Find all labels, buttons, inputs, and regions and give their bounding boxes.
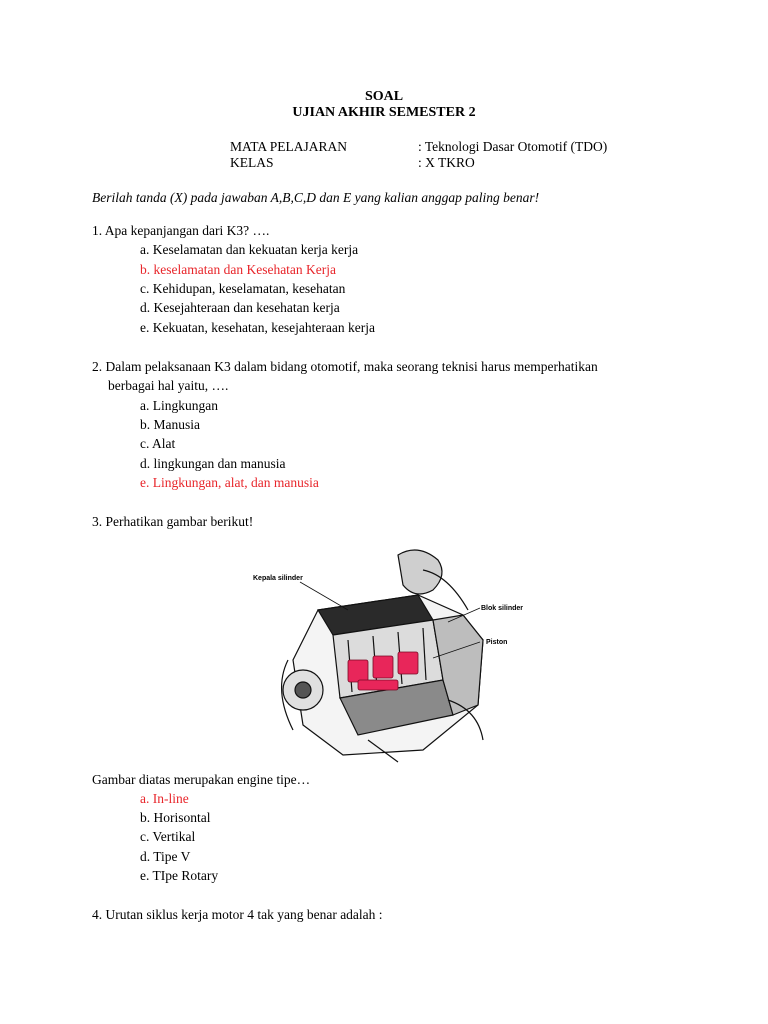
page-title: SOAL — [364, 89, 404, 104]
question-3-text: 3. Perhatikan gambar berikut! — [92, 514, 254, 529]
label-cylinder-block: Blok silinder — [481, 605, 524, 612]
question-4-text: 4. Urutan siklus kerja motor 4 tak yang benar adalah : — [92, 907, 383, 922]
engine-illustration — [248, 540, 528, 770]
class-label: KELAS — [230, 155, 274, 170]
question-3-option-c[interactable]: c. Vertikal — [140, 829, 196, 844]
label-piston: Piston — [486, 639, 508, 646]
question-2-option-e[interactable]: e. Lingkungan, alat, dan manusia — [140, 475, 319, 490]
question-1-option-a[interactable]: a. Keselamatan dan kekuatan kerja kerja — [140, 242, 359, 257]
question-2-option-c[interactable]: c. Alat — [140, 436, 176, 451]
question-3-option-e[interactable]: e. TIpe Rotary — [140, 868, 219, 883]
question-2-option-b[interactable]: b. Manusia — [140, 417, 200, 432]
question-1-option-b[interactable]: b. keselamatan dan Kesehatan Kerja — [140, 262, 337, 277]
question-2-option-d[interactable]: d. lingkungan dan manusia — [140, 456, 286, 471]
subject-label: MATA PELAJARAN — [230, 139, 348, 154]
subject-value: : Teknologi Dasar Otomotif (TDO) — [418, 139, 608, 154]
instruction-text: Berilah tanda (X) pada jawaban A,B,C,D dan E yang kalian anggap paling benar! — [92, 190, 540, 205]
question-1-option-c[interactable]: c. Kehidupan, keselamatan, kesehatan — [140, 281, 346, 296]
question-2-option-a[interactable]: a. Lingkungan — [140, 398, 218, 413]
question-3-option-a[interactable]: a. In-line — [140, 791, 189, 806]
engine-figure — [248, 540, 528, 770]
question-1-text: 1. Apa kepanjangan dari K3? …. — [92, 223, 270, 238]
question-2-text: 2. Dalam pelaksanaan K3 dalam bidang otomotif, maka seorang teknisi harus memperhatikan — [92, 359, 598, 374]
label-cylinder-head: Kepala silinder — [253, 575, 303, 582]
class-value: : X TKRO — [418, 155, 475, 170]
question-1-option-e[interactable]: e. Kekuatan, kesehatan, kesejahteraan kerja — [140, 320, 375, 335]
question-2-text-line2: berbagai hal yaitu, …. — [108, 378, 229, 393]
question-1-option-d[interactable]: d. Kesejahteraan dan kesehatan kerja — [140, 300, 340, 315]
question-3-option-d[interactable]: d. Tipe V — [140, 849, 191, 864]
question-3-option-b[interactable]: b. Horisontal — [140, 810, 211, 825]
question-3-prompt: Gambar diatas merupakan engine tipe… — [92, 772, 311, 787]
page-subtitle: UJIAN AKHIR SEMESTER 2 — [292, 105, 476, 120]
